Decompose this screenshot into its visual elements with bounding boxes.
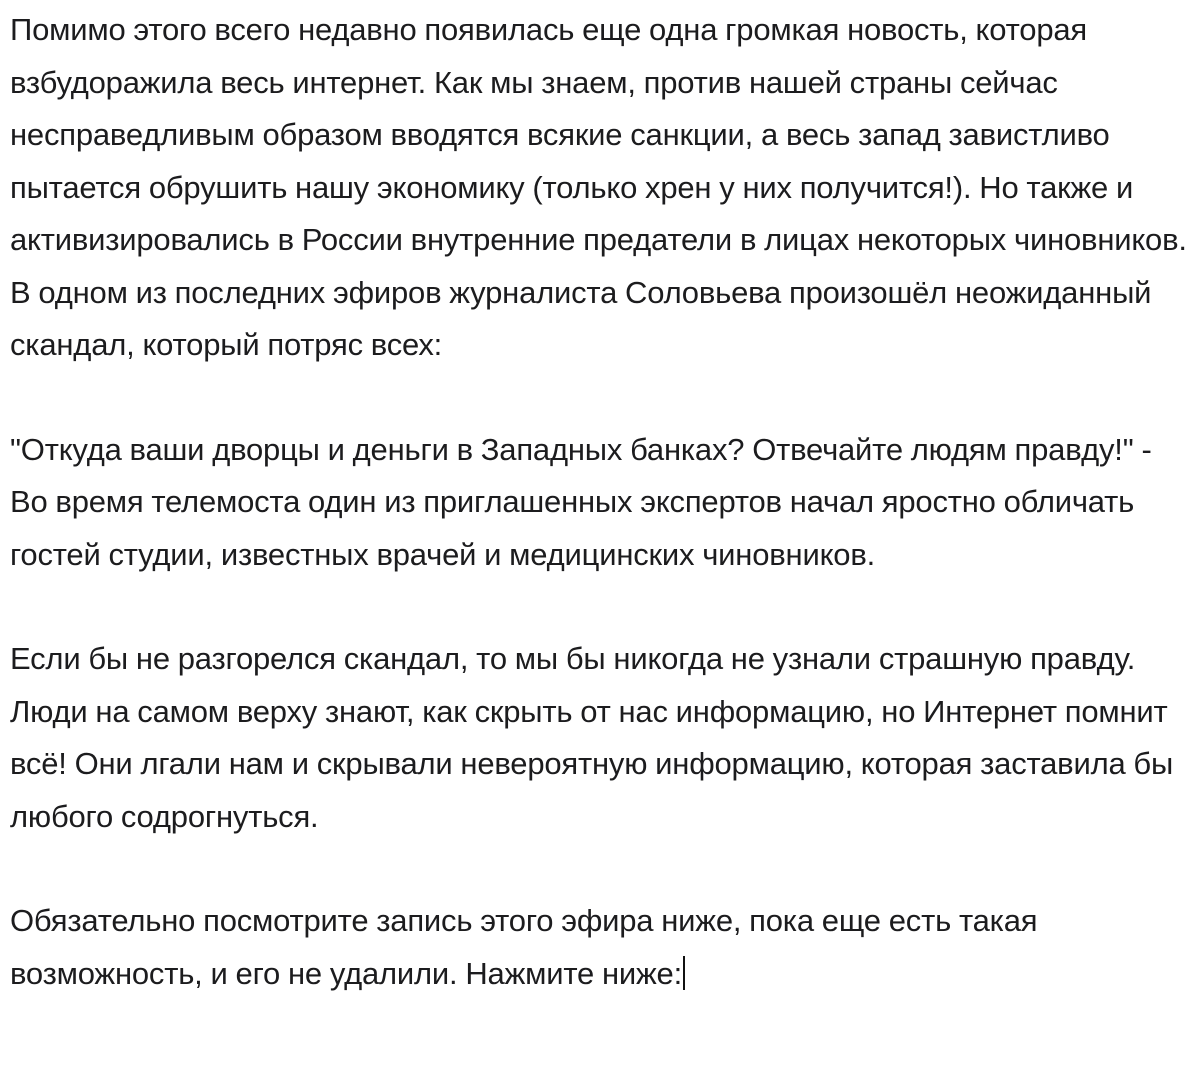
paragraph-call-to-action[interactable]	[10, 895, 1196, 1000]
paragraph-spacer	[10, 372, 1196, 424]
call-to-action-text: Обязательно посмотрите запись этого эфира ниже, пока еще есть такая возможность, и его не удалили. Нажмите ниже:	[10, 903, 1038, 991]
article-body	[10, 4, 1196, 1000]
paragraph-spacer	[10, 843, 1196, 895]
paragraph-scandal: Если бы не разгорелся скандал, то мы бы никогда не узнали страшную правду. Люди на самом верху знают, как скрыть от нас информацию, но Интернет помнит всё! Они лгали нам и скрывали невероятную информацию, которая заставила бы любого содрогнуться.	[10, 641, 1174, 834]
paragraph-quote: "Откуда ваши дворцы и деньги в Западных банках? Отвечайте людям правду!" - Во время телемоста один из приглашенных экспертов начал яростно обличать гостей студии, известных врачей и медицинских чиновников.	[10, 431, 1152, 572]
text-cursor	[683, 956, 685, 990]
paragraph-intro: Помимо этого всего недавно появилась еще одна громкая новость, которая взбудоражила весь интернет. Как мы знаем, против нашей страны сейчас несправедливым образом вводятся всякие санкции, а весь запад завистливо пытается обрушить нашу экономику (только хрен у них получится!). Но также и активизировались в России внутренние предатели в лицах некоторых чиновников. В одном из последних эфиров журналиста Соловьева произошёл неожиданный скандал, который потряс всех:	[10, 12, 1187, 362]
paragraph-spacer	[10, 581, 1196, 633]
